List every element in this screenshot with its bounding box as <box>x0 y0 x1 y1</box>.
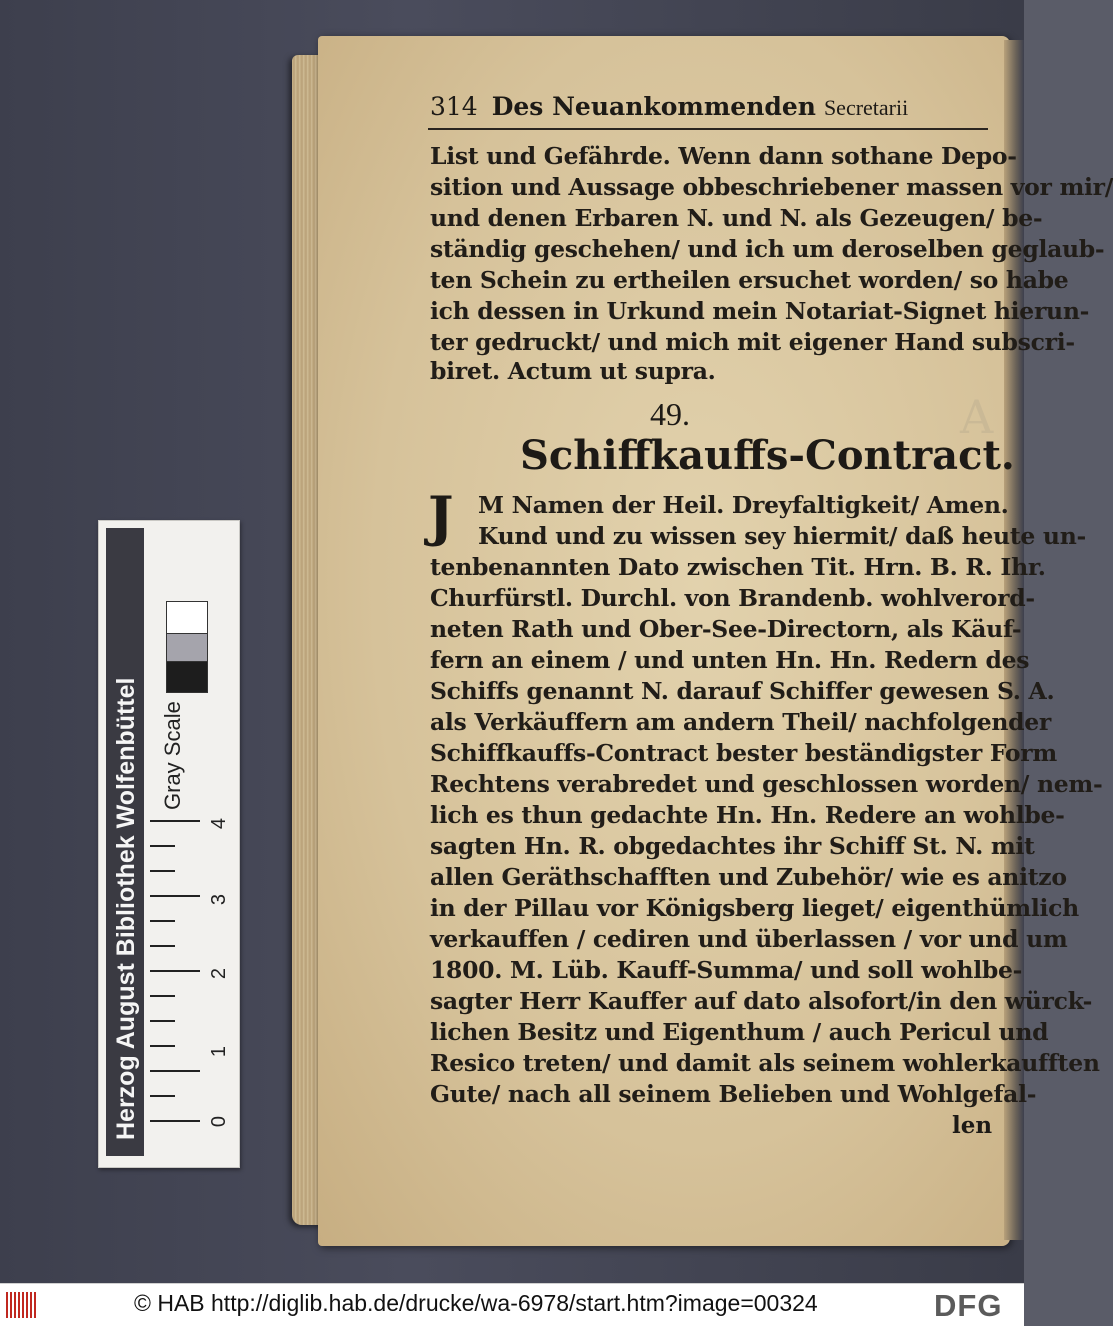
section-title: Schiffkauffs-Contract. <box>520 432 1015 479</box>
text-line: M Namen der Heil. Dreyfaltigkeit/ Amen. <box>478 491 1009 519</box>
text-line: Resico treten/ und damit als seinem wohlerkaufften <box>430 1049 1100 1077</box>
text-line: Churfürstl. Durchl. von Brandenb. wohlverord- <box>430 584 1035 612</box>
ruler-tick <box>150 845 175 847</box>
ruler-tick <box>150 970 200 972</box>
text-line: Gute/ nach all seinem Belieben und Wohlgefal- <box>430 1080 1037 1108</box>
gray-swatch-white <box>166 601 208 635</box>
text-line: in der Pillau vor Königsberg lieget/ eigenthümlich <box>430 894 1079 922</box>
text-line: ständig geschehen/ und ich um deroselben geglaub- <box>430 235 1105 263</box>
ruler-tick <box>150 995 175 997</box>
text-line: tenbenannten Dato zwischen Tit. Hrn. B. R. Ihr. <box>430 553 1046 581</box>
text-line: lichen Besitz und Eigenthum / auch Pericul und <box>430 1018 1049 1046</box>
ruler-number: 3 <box>208 893 231 906</box>
drop-cap-initial: J <box>428 484 454 548</box>
text-line: Kund und zu wissen sey hiermit/ daß heute un- <box>478 522 1086 550</box>
text-line: sagten Hn. R. obgedachtes ihr Schiff St. N. mit <box>430 832 1035 860</box>
ruler-tick <box>150 1095 175 1097</box>
bleed-through-initial: A <box>960 390 994 444</box>
ruler-tick <box>150 820 200 822</box>
running-head-section: Secretarii <box>823 95 909 120</box>
text-line: Schiffkauffs-Contract bester beständigster Form <box>430 739 1057 767</box>
ruler-tick <box>150 1020 175 1022</box>
gray-swatch-black <box>166 661 208 693</box>
ruler-number: 4 <box>208 817 231 830</box>
text-line: ich dessen in Urkund mein Notariat-Signet hierun- <box>430 297 1090 325</box>
ruler-tick <box>150 945 175 947</box>
text-line: List und Gefährde. Wenn dann sothane Depo- <box>430 142 1017 170</box>
gray-scale-label: Gray Scale <box>160 701 185 810</box>
text-line: als Verkäuffern am andern Theil/ nachfolgender <box>430 708 1051 736</box>
ruler-tick <box>150 1120 200 1122</box>
dfg-logo: DFG <box>934 1288 1003 1323</box>
footer-copyright-link[interactable]: © HAB http://diglib.hab.de/drucke/wa-6978/start.htm?image=00324 <box>134 1290 818 1316</box>
text-line: biret. Actum ut supra. <box>430 357 716 385</box>
catchword: len <box>952 1112 993 1139</box>
ruler-number: 1 <box>208 1045 231 1058</box>
page-number: 314 <box>430 92 478 121</box>
text-line: sagter Herr Kauffer auf dato alsofort/in den würck- <box>430 987 1093 1015</box>
text-line: fern an einem / und unten Hn. Hn. Redern des <box>430 646 1030 674</box>
ruler-number: 2 <box>208 967 231 980</box>
text-line: Rechtens verabredet und geschlossen worden/ nem- <box>430 770 1103 798</box>
ruler-tick <box>150 870 175 872</box>
ruler-title: Herzog August Bibliothek Wolfenbüttel <box>112 677 140 1140</box>
ruler-tick <box>150 1070 200 1072</box>
barcode-icon <box>6 1292 38 1318</box>
text-line: und denen Erbaren N. und N. als Gezeugen/ be- <box>430 204 1043 232</box>
header-rule <box>428 128 988 130</box>
section-number: 49. <box>650 396 690 432</box>
running-head-title: Des Neuankommenden <box>491 92 816 121</box>
ruler-number: 0 <box>208 1115 231 1128</box>
text-line: lich es thun gedachte Hn. Hn. Redere an wohlbe- <box>430 801 1065 829</box>
ruler-tick <box>150 1045 175 1047</box>
text-line: ter gedruckt/ und mich mit eigener Hand subscri- <box>430 328 1075 356</box>
ruler-tick <box>150 920 175 922</box>
text-line: Schiffs genannt N. darauf Schiffer gewesen S. A. <box>430 677 1055 705</box>
text-line: verkauffen / cediren und überlassen / vor und um <box>430 925 1068 953</box>
text-line: ten Schein zu ertheilen ersuchet worden/ so habe <box>430 266 1069 294</box>
ruler-tick <box>150 895 200 897</box>
text-line: sition und Aussage obbeschriebener massen vor mir/ <box>430 173 1113 201</box>
text-line: 1800. M. Lüb. Kauff-Summa/ und soll wohlbe- <box>430 956 1023 984</box>
running-head <box>430 92 908 121</box>
gray-swatch-mid <box>166 633 208 663</box>
text-line: allen Geräthschafften und Zubehör/ wie es anitzo <box>430 863 1067 891</box>
text-line: neten Rath und Ober-See-Directorn, als Käuf- <box>430 615 1022 643</box>
